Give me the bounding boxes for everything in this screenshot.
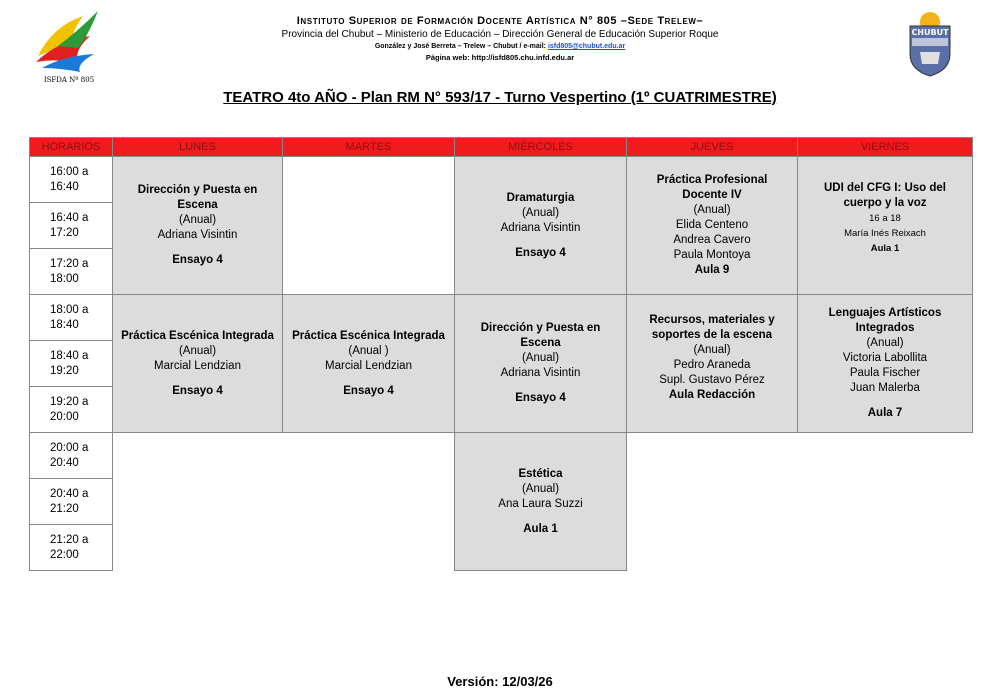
col-miercoles: MIÉRCOLES: [455, 138, 627, 157]
time-slot: 20:00 a 20:40: [30, 433, 113, 479]
time-slot: 17:20 a 18:00: [30, 249, 113, 295]
time-slot: 18:40 a 19:20: [30, 341, 113, 387]
cell-lunes-block3: [113, 433, 283, 571]
col-martes: MARTES: [283, 138, 455, 157]
time-slot: 19:20 a 20:00: [30, 387, 113, 433]
version-label: Versión: 12/03/26: [447, 674, 553, 689]
cell-miercoles-block1: Dramaturgia (Anual) Adriana Visintin Ensayo 4: [455, 157, 627, 295]
cell-jueves-block1: Práctica Profesional Docente IV (Anual) Elida Centeno Andrea Cavero Paula Montoya Aula 9: [627, 157, 798, 295]
web-line: Página web: http://isfd805.chu.infd.edu.ar: [425, 53, 575, 62]
time-slot: 16:00 a 16:40: [30, 157, 113, 203]
chubut-shield-logo: [900, 8, 960, 78]
table-row: [30, 433, 973, 479]
cell-miercoles-block3: Estética (Anual) Ana Laura Suzzi Aula 1: [455, 433, 627, 571]
table-row: [30, 157, 973, 203]
cell-martes-block3: [283, 433, 455, 571]
logo-right-caption: CHUBUT: [911, 28, 949, 37]
cell-viernes-block2: Lenguajes Artísticos Integrados (Anual) Victoria Labollita Paula Fischer Juan Malerba Aula 7: [798, 295, 973, 433]
province-line: Provincia del Chubut – Ministerio de Educación – Dirección General de Educación Superior Roque: [281, 29, 719, 40]
cell-martes-block2: Práctica Escénica Integrada (Anual ) Marcial Lendzian Ensayo 4: [283, 295, 455, 433]
address-text: González y José Berreta – Trelew – Chubut / e-mail:: [374, 43, 548, 50]
cell-martes-block1: [283, 157, 455, 295]
time-slot: 18:00 a 18:40: [30, 295, 113, 341]
schedule-title: TEATRO 4to AÑO - Plan RM N° 593/17 - Turno Vespertino (1º CUATRIMESTRE): [223, 89, 777, 106]
cell-viernes-block3: [798, 433, 973, 571]
address-line: [150, 41, 850, 52]
institution-header: [150, 14, 850, 63]
cell-jueves-block3: [627, 433, 798, 571]
cell-lunes-block1: Dirección y Puesta en Escena (Anual) Adriana Visintin Ensayo 4: [113, 157, 283, 295]
time-slot: 20:40 a 21:20: [30, 479, 113, 525]
cell-lunes-block2: Práctica Escénica Integrada (Anual) Marcial Lendzian Ensayo 4: [113, 295, 283, 433]
email-link[interactable]: isfd805@chubut.edu.ar: [547, 43, 626, 50]
col-jueves: JUEVES: [627, 138, 798, 157]
cell-jueves-block2: Recursos, materiales y soportes de la escena (Anual) Pedro Araneda Supl. Gustavo Pérez Aula Redacción: [627, 295, 798, 433]
table-row: [30, 295, 973, 341]
header-row: [30, 138, 973, 157]
col-lunes: LUNES: [113, 138, 283, 157]
time-slot: 16:40 a 17:20: [30, 203, 113, 249]
institute-name: Instituto Superior de Formación Docente Artística N° 805 –Sede Trelew–: [296, 15, 704, 27]
col-viernes: VIERNES: [798, 138, 973, 157]
institute-logo: [28, 6, 110, 86]
cell-viernes-block1: UDI del CFG I: Uso del cuerpo y la voz 16 a 18 María Inés Reixach Aula 1: [798, 157, 973, 295]
schedule-table: [29, 137, 973, 571]
logo-left-caption: ISFDA Nº 805: [43, 76, 95, 84]
cell-miercoles-block2: Dirección y Puesta en Escena (Anual) Adriana Visintin Ensayo 4: [455, 295, 627, 433]
col-horarios: HORARIOS: [30, 138, 113, 157]
time-slot: 21:20 a 22:00: [30, 525, 113, 571]
